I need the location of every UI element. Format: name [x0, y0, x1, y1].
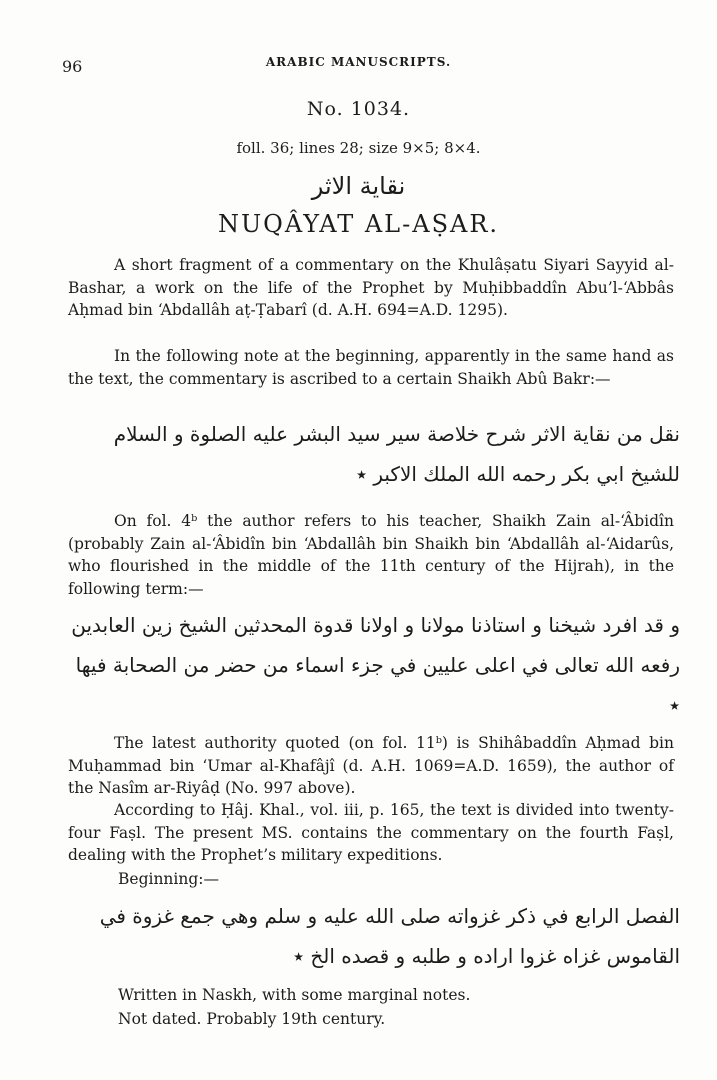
description-paragraph: A short fragment of a commentary on the Khulâṣatu Siyari Sayyid al-Bashar, a work on the life of the Prophet by Muḥibbaddîn Abu’l-‘Abbâs Aḥmad bin ‘Abdallâh aṭ-Ṭabarî (d. A.H. 694=A.D. 1295). [68, 256, 674, 319]
beginning-label: Beginning:— [118, 870, 219, 888]
page-number: 96 [62, 57, 83, 76]
authority-paragraph: The latest authority quoted (on fol. 11ᵇ) is Shihâbaddîn Aḥmad bin Muḥammad bin ‘Umar al-Khafâjî (d. A.H. 1069=A.D. 1659), the author of the Nasîm ar-Riyâḍ (No. 997 above). [68, 734, 674, 797]
running-title: ARABIC MANUSCRIPTS. [265, 55, 452, 69]
teacher-paragraph: On fol. 4ᵇ the author refers to his teacher, Shaikh Zain al-‘Âbidîn (probably Zain al-‘Âbidîn bin ‘Abdallâh bin Shaikh bin ‘Abdallâh al-‘Aidarûs, who flourished in the middle of the 11th century of the Hijrah), in the following term:— [68, 512, 674, 598]
entry-number: No. 1034. [306, 98, 411, 120]
script-note: Written in Naskh, with some marginal notes. [118, 986, 471, 1004]
arabic-note: نقل من نقاية الاثر شرح خلاصة سير سيد البشر عليه الصلوة و السلام للشيخ ابي بكر رحمه الله الملك الاكبر ٭ [113, 422, 680, 486]
entry-title: NUQÂYAT AL-AṢAR. [217, 210, 500, 238]
folio-info: foll. 36; lines 28; size 9×5; 8×4. [236, 139, 481, 157]
arabic-beginning: الفصل الرابع في ذكر غزواته صلى الله عليه و سلم وهي جمع غزوة في القاموس غزاه غزوا اراده و طلبه و قصده الخ ٭ [99, 904, 680, 968]
arabic-term: و قد افرد شيخنا و استاذنا مولانا و اولانا قدوة المحدثين الشيخ زين العابدين رفعه الله تعالى في اعلى عليين في جزء اسماء من حضر من الصحابة فيها ٭ [71, 613, 680, 717]
date-note: Not dated. Probably 19th century. [118, 1010, 386, 1028]
note-paragraph: In the following note at the beginning, apparently in the same hand as the text, the commentary is ascribed to a certain Shaikh Abû Bakr:— [68, 347, 674, 388]
division-paragraph: According to Ḥâj. Khal., vol. iii, p. 165, the text is divided into twenty-four Faṣl. The present MS. contains the commentary on the fourth Faṣl, dealing with the Prophet’s military expeditions. [68, 801, 674, 864]
arabic-title: نقاية الاثر [311, 172, 406, 200]
